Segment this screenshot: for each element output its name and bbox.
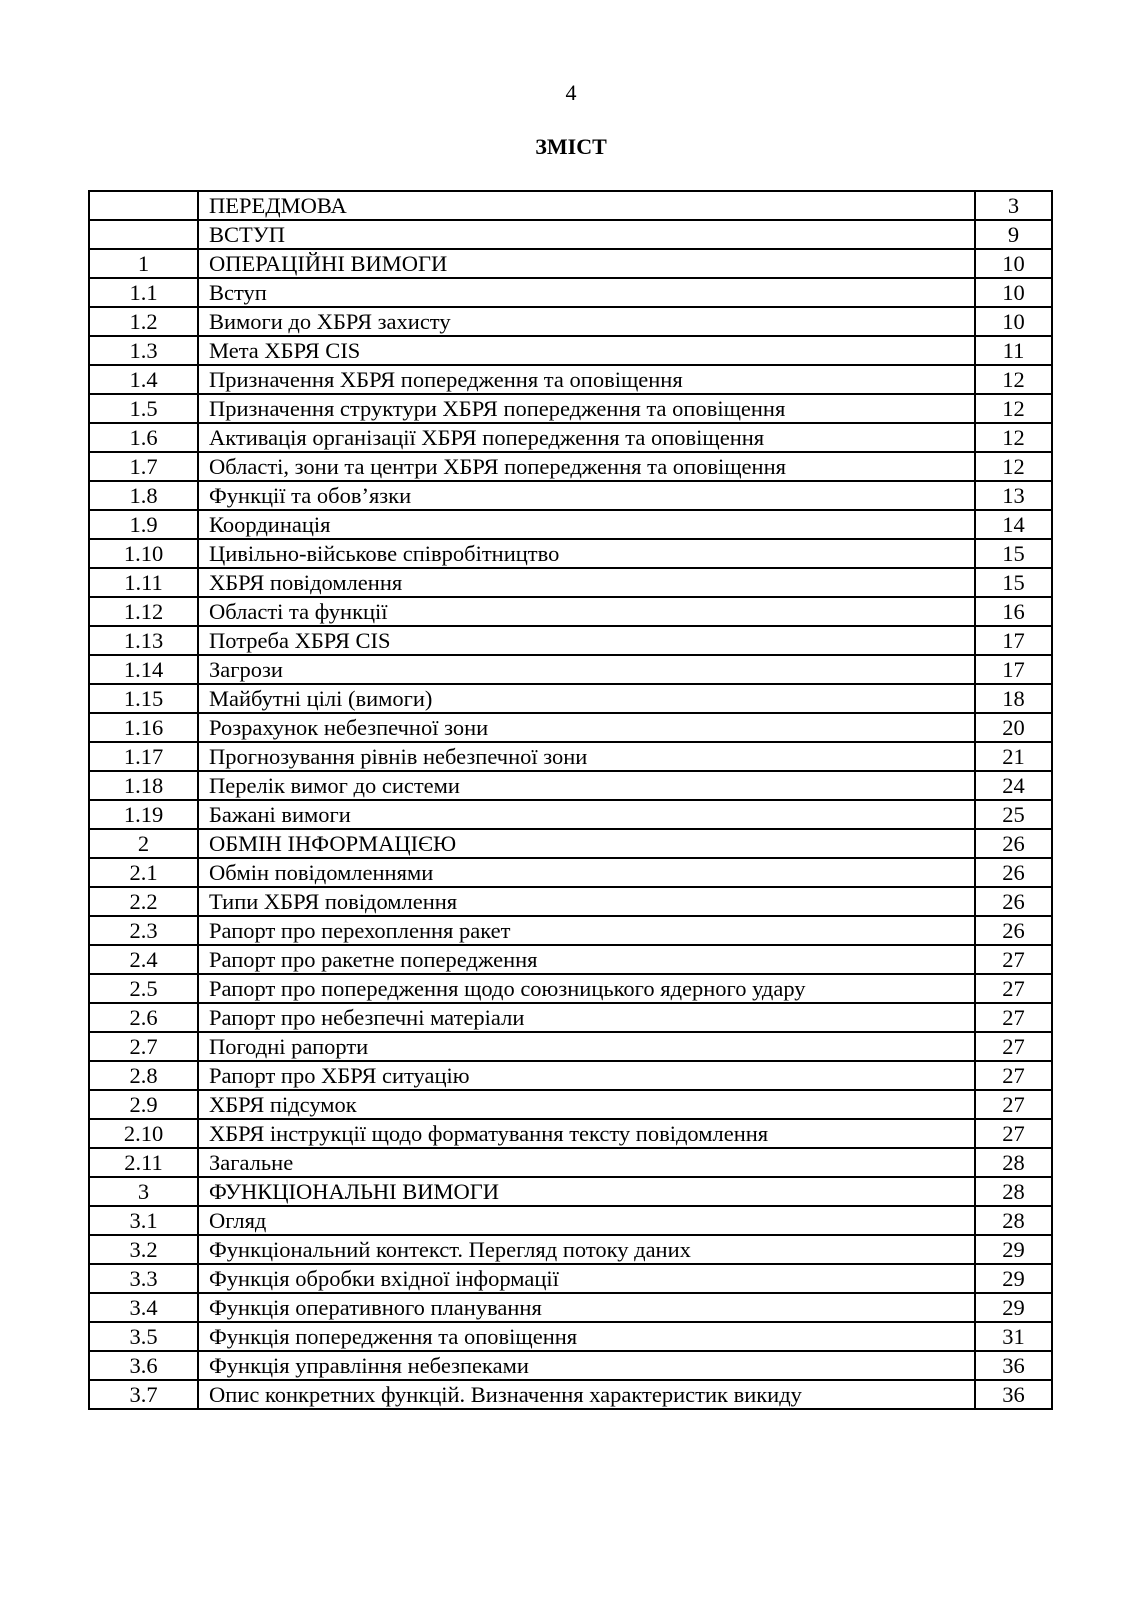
toc-section-title: Функція оперативного планування: [198, 1293, 975, 1322]
toc-page-number: 10: [975, 249, 1052, 278]
toc-section-number: 3.5: [89, 1322, 198, 1351]
toc-row: [89, 539, 1052, 568]
toc-page-number: 27: [975, 945, 1052, 974]
toc-page-number: 26: [975, 858, 1052, 887]
toc-page-number: 12: [975, 423, 1052, 452]
toc-section-number: 1.2: [89, 307, 198, 336]
toc-section-title: Функція попередження та оповіщення: [198, 1322, 975, 1351]
toc-section-number: 1.12: [89, 597, 198, 626]
toc-section-number: [89, 220, 198, 249]
toc-section-number: 2.11: [89, 1148, 198, 1177]
toc-section-number: 1.17: [89, 742, 198, 771]
toc-row: [89, 655, 1052, 684]
toc-row: [89, 365, 1052, 394]
toc-section-title: Функціональний контекст. Перегляд потоку даних: [198, 1235, 975, 1264]
toc-section-number: 1.10: [89, 539, 198, 568]
toc-row: [89, 1351, 1052, 1380]
toc-page-number: 15: [975, 539, 1052, 568]
toc-section-number: 3.1: [89, 1206, 198, 1235]
toc-row: [89, 887, 1052, 916]
toc-page-number: 27: [975, 1003, 1052, 1032]
toc-section-number: 2.10: [89, 1119, 198, 1148]
toc-row: [89, 220, 1052, 249]
toc-section-title: Призначення ХБРЯ попередження та оповіщення: [198, 365, 975, 394]
toc-row: [89, 1148, 1052, 1177]
toc-row: [89, 1003, 1052, 1032]
toc-row: [89, 481, 1052, 510]
toc-section-number: 3.3: [89, 1264, 198, 1293]
toc-section-title: ОПЕРАЦІЙНІ ВИМОГИ: [198, 249, 975, 278]
toc-page-number: 26: [975, 887, 1052, 916]
toc-section-number: 1.18: [89, 771, 198, 800]
toc-section-number: 2.6: [89, 1003, 198, 1032]
toc-section-number: 1.19: [89, 800, 198, 829]
toc-section-number: 2.1: [89, 858, 198, 887]
toc-section-title: Функції та обов’язки: [198, 481, 975, 510]
toc-page-number: 3: [975, 191, 1052, 220]
toc-section-title: Активація організації ХБРЯ попередження та оповіщення: [198, 423, 975, 452]
toc-row: [89, 829, 1052, 858]
toc-section-number: 2.9: [89, 1090, 198, 1119]
toc-body: [89, 191, 1052, 1409]
toc-section-title: Типи ХБРЯ повідомлення: [198, 887, 975, 916]
toc-page-number: 12: [975, 394, 1052, 423]
toc-section-number: 1.16: [89, 713, 198, 742]
toc-section-title: Функція управління небезпеками: [198, 1351, 975, 1380]
toc-section-number: 3.4: [89, 1293, 198, 1322]
toc-section-title: ХБРЯ повідомлення: [198, 568, 975, 597]
toc-page-number: 14: [975, 510, 1052, 539]
toc-section-number: 1.14: [89, 655, 198, 684]
toc-row: [89, 1322, 1052, 1351]
toc-page-number: 26: [975, 829, 1052, 858]
toc-page-number: 29: [975, 1293, 1052, 1322]
toc-page-number: 29: [975, 1235, 1052, 1264]
toc-row: [89, 249, 1052, 278]
toc-row: [89, 945, 1052, 974]
toc-row: [89, 597, 1052, 626]
toc-section-title: Координація: [198, 510, 975, 539]
toc-section-title: Загальне: [198, 1148, 975, 1177]
toc-section-number: 1.13: [89, 626, 198, 655]
toc-section-number: [89, 191, 198, 220]
toc-section-number: 2.4: [89, 945, 198, 974]
toc-row: [89, 394, 1052, 423]
toc-section-number: 1.6: [89, 423, 198, 452]
toc-page-number: 31: [975, 1322, 1052, 1351]
toc-page-number: 18: [975, 684, 1052, 713]
toc-section-number: 3: [89, 1177, 198, 1206]
toc-row: [89, 771, 1052, 800]
toc-page-number: 9: [975, 220, 1052, 249]
toc-page-number: 36: [975, 1380, 1052, 1409]
toc-section-number: 2.5: [89, 974, 198, 1003]
toc-section-number: 3.7: [89, 1380, 198, 1409]
toc-row: [89, 1177, 1052, 1206]
toc-section-number: 1.4: [89, 365, 198, 394]
toc-section-number: 3.6: [89, 1351, 198, 1380]
toc-section-number: 1: [89, 249, 198, 278]
toc-section-title: Перелік вимог до системи: [198, 771, 975, 800]
toc-section-title: Вимоги до ХБРЯ захисту: [198, 307, 975, 336]
toc-page-number: 13: [975, 481, 1052, 510]
toc-page-number: 20: [975, 713, 1052, 742]
toc-row: [89, 1380, 1052, 1409]
toc-row: [89, 336, 1052, 365]
toc-row: [89, 1235, 1052, 1264]
toc-section-number: 1.5: [89, 394, 198, 423]
toc-row: [89, 1061, 1052, 1090]
toc-section-title: Рапорт про ХБРЯ ситуацію: [198, 1061, 975, 1090]
toc-row: [89, 684, 1052, 713]
toc-page-number: 28: [975, 1177, 1052, 1206]
toc-section-title: ФУНКЦІОНАЛЬНІ ВИМОГИ: [198, 1177, 975, 1206]
toc-page-number: 10: [975, 278, 1052, 307]
toc-section-number: 2.3: [89, 916, 198, 945]
toc-page-number: 10: [975, 307, 1052, 336]
toc-page-number: 27: [975, 1090, 1052, 1119]
toc-section-number: 1.1: [89, 278, 198, 307]
toc-row: [89, 510, 1052, 539]
toc-section-title: Огляд: [198, 1206, 975, 1235]
toc-section-title: Функція обробки вхідної інформації: [198, 1264, 975, 1293]
toc-section-title: ВСТУП: [198, 220, 975, 249]
toc-section-title: ХБРЯ інструкції щодо форматування тексту повідомлення: [198, 1119, 975, 1148]
toc-row: [89, 452, 1052, 481]
toc-section-title: Рапорт про попередження щодо союзницького ядерного удару: [198, 974, 975, 1003]
toc-section-number: 1.9: [89, 510, 198, 539]
toc-row: [89, 974, 1052, 1003]
toc-section-title: Погодні рапорти: [198, 1032, 975, 1061]
toc-section-title: Вступ: [198, 278, 975, 307]
toc-section-title: Мета ХБРЯ CIS: [198, 336, 975, 365]
toc-page-number: 27: [975, 1119, 1052, 1148]
toc-row: [89, 626, 1052, 655]
table-of-contents: [88, 190, 1053, 1410]
toc-section-title: Рапорт про перехоплення ракет: [198, 916, 975, 945]
toc-row: [89, 1206, 1052, 1235]
toc-section-title: Розрахунок небезпечної зони: [198, 713, 975, 742]
toc-page-number: 36: [975, 1351, 1052, 1380]
toc-page-number: 26: [975, 916, 1052, 945]
toc-section-number: 1.11: [89, 568, 198, 597]
toc-section-title: Призначення структури ХБРЯ попередження та оповіщення: [198, 394, 975, 423]
toc-section-title: Області, зони та центри ХБРЯ попередження та оповіщення: [198, 452, 975, 481]
toc-row: [89, 800, 1052, 829]
toc-page-number: 21: [975, 742, 1052, 771]
page-number: 4: [565, 80, 577, 105]
toc-section-number: 1.7: [89, 452, 198, 481]
toc-page-number: 15: [975, 568, 1052, 597]
toc-section-title: ОБМІН ІНФОРМАЦІЄЮ: [198, 829, 975, 858]
toc-row: [89, 916, 1052, 945]
toc-section-title: Прогнозування рівнів небезпечної зони: [198, 742, 975, 771]
toc-title: ЗМІСТ: [535, 134, 607, 159]
toc-row: [89, 742, 1052, 771]
toc-page-number: 25: [975, 800, 1052, 829]
toc-section-title: Потреба ХБРЯ CIS: [198, 626, 975, 655]
toc-row: [89, 1090, 1052, 1119]
toc-section-number: 2.8: [89, 1061, 198, 1090]
toc-row: [89, 1119, 1052, 1148]
toc-section-title: Загрози: [198, 655, 975, 684]
toc-section-title: Рапорт про небезпечні матеріали: [198, 1003, 975, 1032]
toc-row: [89, 307, 1052, 336]
toc-section-title: ПЕРЕДМОВА: [198, 191, 975, 220]
toc-page-number: 27: [975, 974, 1052, 1003]
toc-page-number: 28: [975, 1206, 1052, 1235]
toc-page-number: 12: [975, 452, 1052, 481]
toc-section-title: Обмін повідомленнями: [198, 858, 975, 887]
toc-section-title: Рапорт про ракетне попередження: [198, 945, 975, 974]
toc-page-number: 24: [975, 771, 1052, 800]
toc-section-number: 3.2: [89, 1235, 198, 1264]
toc-page-number: 28: [975, 1148, 1052, 1177]
toc-section-number: 2.2: [89, 887, 198, 916]
toc-section-number: 1.3: [89, 336, 198, 365]
toc-section-title: Опис конкретних функцій. Визначення характеристик викиду: [198, 1380, 975, 1409]
toc-page-number: 27: [975, 1061, 1052, 1090]
toc-page-number: 17: [975, 655, 1052, 684]
toc-page-number: 29: [975, 1264, 1052, 1293]
toc-page-number: 11: [975, 336, 1052, 365]
toc-page-number: 27: [975, 1032, 1052, 1061]
toc-section-title: ХБРЯ підсумок: [198, 1090, 975, 1119]
toc-page-number: 12: [975, 365, 1052, 394]
toc-row: [89, 1032, 1052, 1061]
toc-section-title: Майбутні цілі (вимоги): [198, 684, 975, 713]
toc-row: [89, 713, 1052, 742]
toc-row: [89, 191, 1052, 220]
toc-section-number: 1.15: [89, 684, 198, 713]
toc-page-number: 16: [975, 597, 1052, 626]
toc-row: [89, 568, 1052, 597]
toc-section-title: Області та функції: [198, 597, 975, 626]
toc-row: [89, 423, 1052, 452]
toc-section-number: 1.8: [89, 481, 198, 510]
toc-section-number: 2.7: [89, 1032, 198, 1061]
toc-section-title: Бажані вимоги: [198, 800, 975, 829]
toc-row: [89, 1264, 1052, 1293]
toc-row: [89, 278, 1052, 307]
toc-row: [89, 858, 1052, 887]
toc-section-title: Цивільно-військове співробітництво: [198, 539, 975, 568]
toc-page-number: 17: [975, 626, 1052, 655]
toc-row: [89, 1293, 1052, 1322]
toc-section-number: 2: [89, 829, 198, 858]
